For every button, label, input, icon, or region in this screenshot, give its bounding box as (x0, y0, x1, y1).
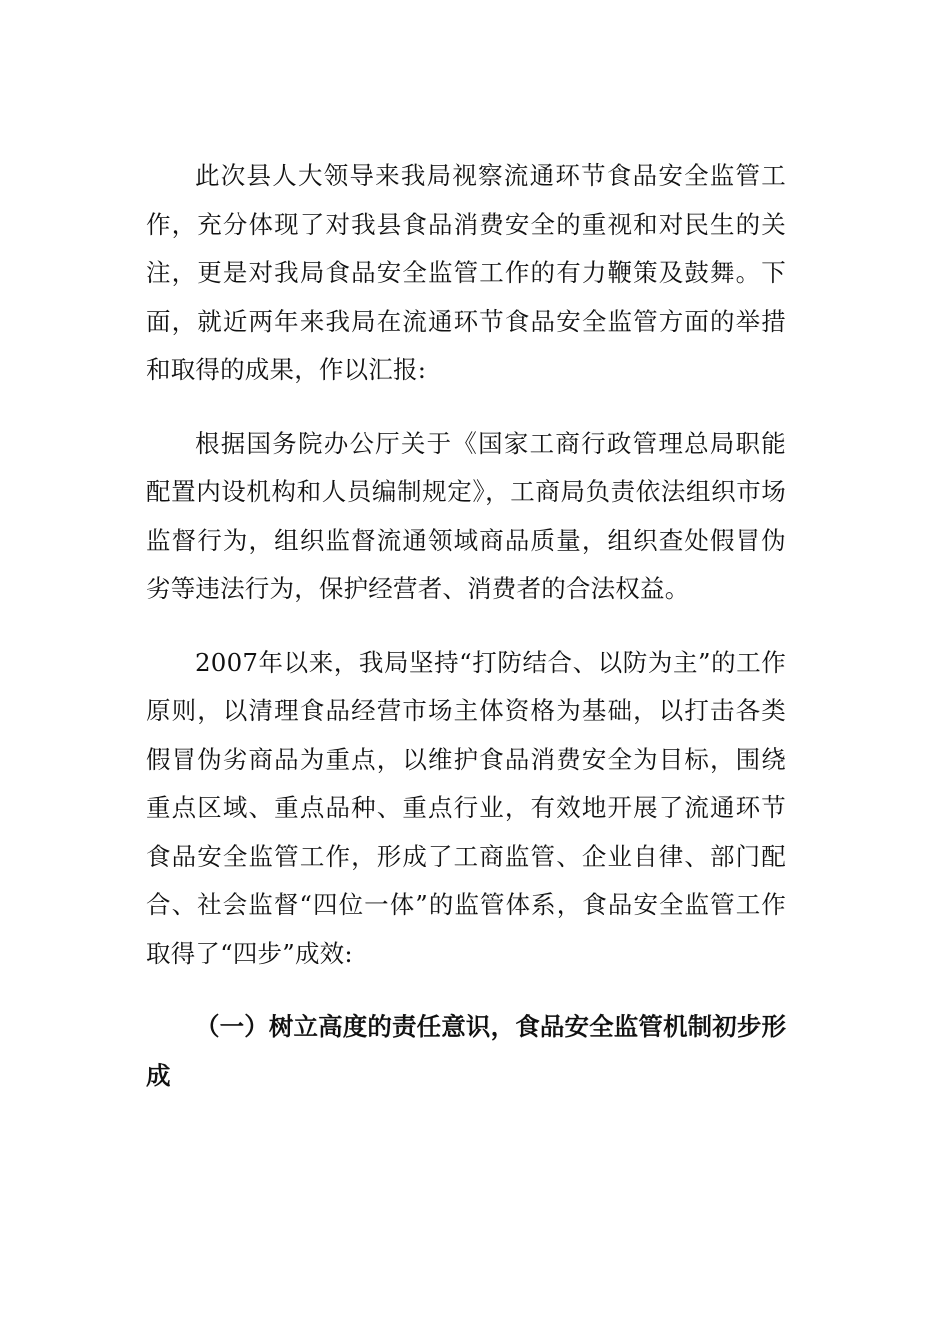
section-heading: （一）树立高度的责任意识，食品安全监管机制初步形成 (146, 1012, 786, 1090)
paragraph-achievements: 2007年以来，我局坚持“打防结合、以防为主”的工作原则，以清理食品经营市场主体资格为基础，以打击各类假冒伪劣商品为重点，以维护食品消费安全为目标，围绕重点区域、重点品种、重点行业，有效地开展了流通环节食品安全监管工作，形成了工商监管、企业自律、部门配合、社会监督“四位一体”的监管体系，食品安全监管工作取得了“四步”成效: (146, 647, 786, 968)
document-body (146, 152, 786, 1100)
paragraph-mandate: 根据国务院办公厅关于《国家工商行政管理总局职能配置内设机构和人员编制规定》，工商局负责依法组织市场监督行为，组织监督流通领域商品质量，组织查处假冒伪劣等违法行为，保护经营者、消费者的合法权益。 (146, 428, 786, 603)
paragraph-intro: 此次县人大领导来我局视察流通环节食品安全监管工作，充分体现了对我县食品消费安全的重视和对民生的关注，更是对我局食品安全监管工作的有力鞭策及鼓舞。下面，就近两年来我局在流通环节食品安全监管方面的举措和取得的成果，作以汇报: (146, 161, 786, 384)
